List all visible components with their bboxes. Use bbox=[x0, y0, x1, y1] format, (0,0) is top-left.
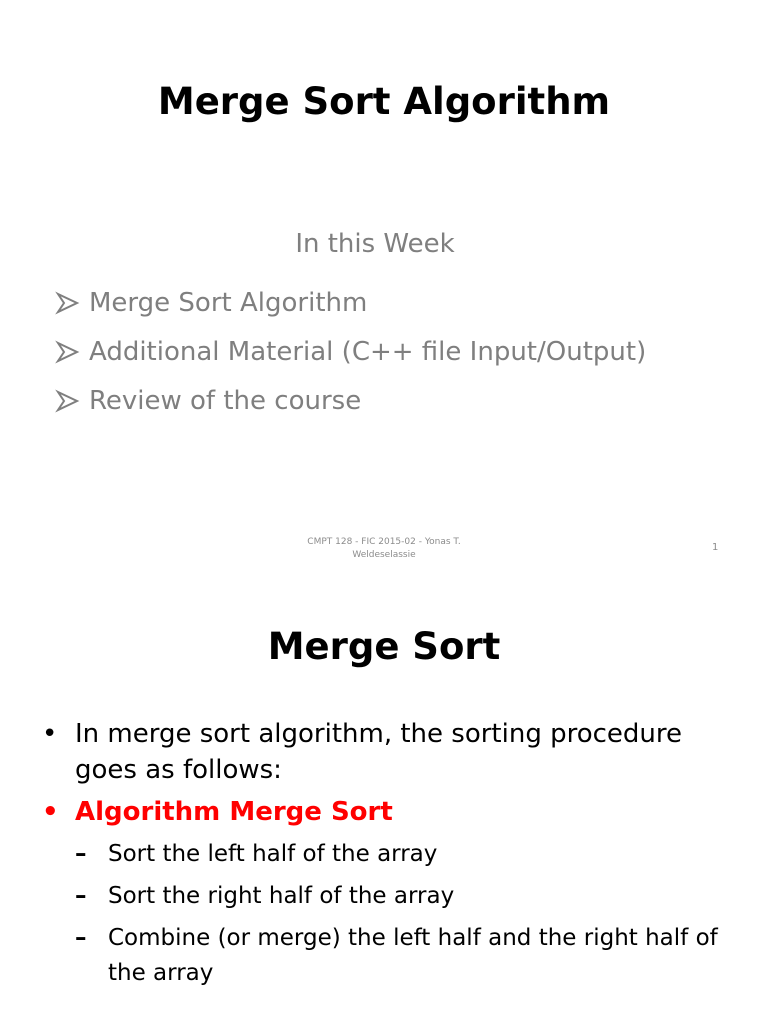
sub-bullet-item bbox=[42, 879, 742, 914]
sub-bullet-text: Sort the right half of the array bbox=[108, 883, 455, 909]
sub-bullet-text: Sort the left half of the array bbox=[108, 841, 438, 867]
agenda-item bbox=[55, 376, 646, 425]
slide-title: Merge Sort Algorithm bbox=[157, 80, 611, 123]
bullet-item bbox=[42, 716, 742, 788]
dash-icon: – bbox=[75, 925, 87, 951]
slide-footer bbox=[250, 536, 518, 562]
footer-line: Weldeselassie bbox=[352, 550, 416, 560]
bullet-dot-icon: • bbox=[42, 797, 59, 827]
bullet-dot-icon: • bbox=[42, 719, 58, 749]
bullet-text: In merge sort algorithm, the sorting procedure goes as follows: bbox=[75, 719, 683, 785]
agenda-item-label: Merge Sort Algorithm bbox=[89, 287, 368, 318]
sub-bullet-item bbox=[42, 921, 742, 991]
slide-title: Merge Sort bbox=[267, 625, 501, 668]
sub-bullet-item bbox=[42, 837, 742, 872]
arrowhead-bullet-icon bbox=[55, 388, 89, 414]
agenda-item-label: Review of the course bbox=[89, 385, 362, 416]
dash-icon: – bbox=[75, 883, 87, 909]
bullet-item-highlighted bbox=[42, 794, 742, 830]
agenda-list bbox=[55, 278, 646, 425]
slide-2-body bbox=[42, 716, 742, 991]
page-number: 1 bbox=[712, 542, 719, 553]
sub-bullet-text: Combine (or merge) the left half and the right half of the array bbox=[108, 925, 718, 986]
slide-subtitle: In this Week bbox=[295, 229, 455, 259]
arrowhead-bullet-icon bbox=[55, 339, 89, 365]
arrowhead-bullet-icon bbox=[55, 290, 89, 316]
footer-line: CMPT 128 - FIC 2015-02 - Yonas T. bbox=[307, 537, 461, 547]
dash-icon: – bbox=[75, 841, 87, 867]
agenda-item bbox=[55, 278, 646, 327]
bullet-text: Algorithm Merge Sort bbox=[75, 797, 393, 827]
agenda-item-label: Additional Material (C++ file Input/Output) bbox=[89, 336, 647, 367]
agenda-item bbox=[55, 327, 646, 376]
